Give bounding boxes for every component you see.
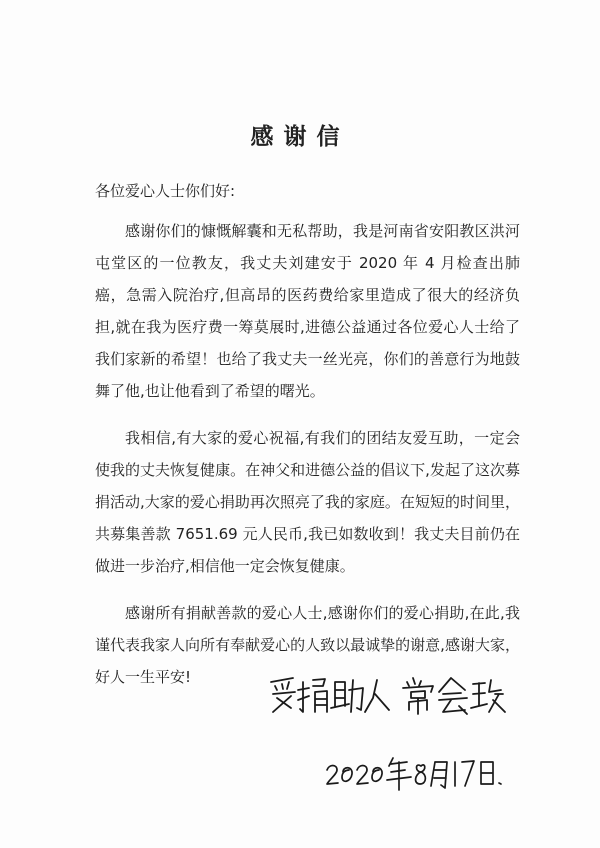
paragraph-2: 我相信,有大家的爱心祝福,有我们的团结友爱互助，一定会使我的丈夫恢复健康。在神父和进德公益的倡议下,发起了这次募捐活动,大家的爱心捐助再次照亮了我的家庭。在短短的时间里，共募集善款 7651.69 元人民币,我已如数收到！我丈夫目前仍在做进一步治疗,相信他一定会恢复健康。 [95,429,520,575]
letter-body [95,215,520,708]
handwritten-signature [265,668,505,718]
salutation: 各位爱心人士你们好: [95,182,236,200]
handwritten-date [325,750,505,790]
paragraph-1: 感谢你们的慷慨解囊和无私帮助，我是河南省安阳教区洪河屯堂区的一位教友，我丈夫刘建安于 2020 年 4 月检查出肺癌，急需入院治疗,但高昂的医药费给家里造成了很大的经济负担,就在我为医疗费一筹莫展时,进德公益通过各位爱心人士给了我们家新的希望！也给了我丈夫一丝光亮，你们的善意行为地鼓舞了他,也让他看到了希望的曙光。 [95,222,520,400]
letter-title: 感谢信 [250,124,350,150]
paragraph-3: 感谢所有捐献善款的爱心人士,感谢你们的爱心捐助,在此,我谨代表我家人向所有奉献爱心的人致以最诚挚的谢意,感谢大家，好人一生平安! [95,604,520,686]
